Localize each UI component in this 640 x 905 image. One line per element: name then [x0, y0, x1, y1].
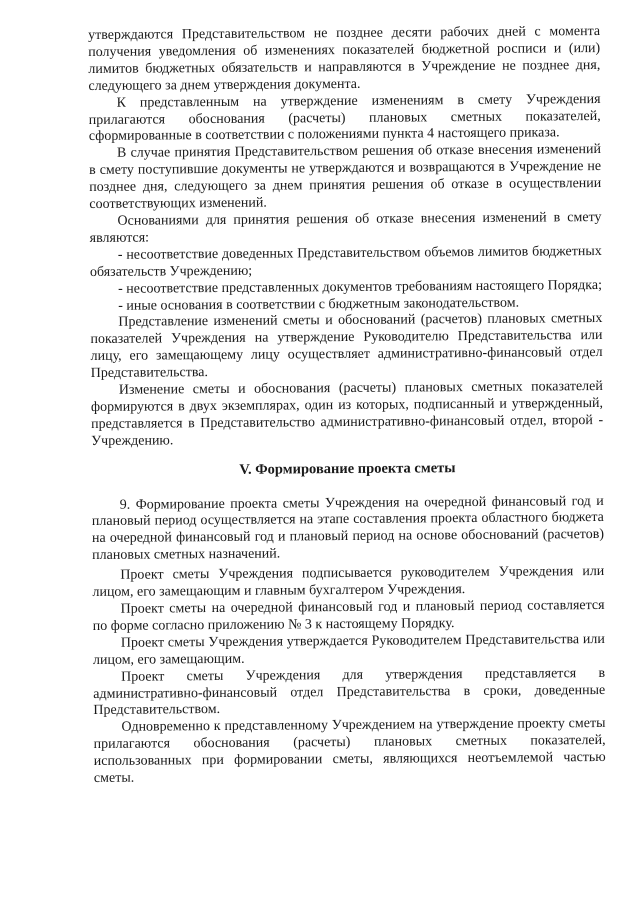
- section-four-continuation: [88, 24, 603, 451]
- list-item-limits-mismatch: - несоответствие доведенных Представительством объемов лимитов бюджетных обязательств Учреждению;: [89, 243, 602, 280]
- paragraph-approval-deadline: утверждаются Представительством не позднее десяти рабочих дней с момента получения уведомления об изменениях показателей бюджетной росписи и (или) лимитов бюджетных обязательств и направляются в Учреждение не позднее дня, следующего за днем утверждения документа.: [88, 23, 601, 94]
- list-item-requirements-mismatch: - несоответствие представленных документов требованиям настоящего Порядка;: [117, 277, 602, 297]
- paragraph-draft-formation: 9. Формирование проекта сметы Учреждения на очередной финансовый год и плановый период осуществляется на этапе составления проекта областного бюджета на очередной финансовый год и плановый период на основе обоснований (расчетов) плановых сметных назначений.: [91, 493, 605, 564]
- paragraph-draft-justifications: Одновременно к представленному Учреждением на утверждение проекту сметы прилагаются обоснования (расчеты) плановых сметных показателей, использованных при формировании сметы, являющихся неотъемлемой частью сметы.: [93, 716, 606, 787]
- paragraph-draft-signing: Проект сметы Учреждения подписывается руководителем Учреждения или лицом, его замещающим и главным бухгалтером Учреждения.: [92, 564, 605, 601]
- paragraph-draft-submission: Проект сметы Учреждения для утверждения представляется в административно-финансовый отдел Представительства в сроки, доведенные Представительством.: [93, 665, 606, 719]
- list-item-other-grounds: - иные основания в соответствии с бюджетным законодательством.: [118, 295, 520, 314]
- paragraph-justifications-attached: К представленным на утверждение изменениям в смету Учреждения прилагаются обоснования (расчеты) плановых сметных показателей, сформированные в соответствии с положениями пункта 4 настоящего приказа.: [88, 91, 601, 145]
- paragraph-draft-form: Проект сметы на очередной финансовый год и плановый период составляется по форме согласно приложению № 3 к настоящему Порядку.: [92, 597, 605, 634]
- paragraph-draft-approval: Проект сметы Учреждения утверждается Руководителем Представительства или лицом, его замещающим.: [92, 631, 605, 668]
- section-five-body: [92, 494, 606, 788]
- document-page: [88, 24, 606, 788]
- paragraph-refusal-case: В случае принятия Представительством решения об отказе внесения изменений в смету поступившие документы не утверждаются и возвращаются в Учреждение не позднее дня, следующего за днем принятия решения об отказе в осуществлении соответствующих изменений.: [89, 142, 602, 213]
- paragraph-submission-for-approval: Представление изменений сметы и обоснований (расчетов) плановых сметных показателей Учреждения на утверждение Руководителю Представительства или лицу, его замещающему лицу осуществляет административно-финансовый отдел Представительства.: [90, 311, 603, 382]
- section-heading: V. Формирование проекта сметы: [239, 459, 456, 478]
- paragraph-refusal-grounds-intro: Основаниями для принятия решения об отказе внесения изменений в смету являются:: [89, 209, 602, 246]
- paragraph-two-copies: Изменение сметы и обоснования (расчеты) плановых сметных показателей формируются в двух экземплярах, один из которых, подписанный и утвержденный, представляется в Представительство административно-финансовый отдел, второй - Учреждению.: [90, 378, 604, 449]
